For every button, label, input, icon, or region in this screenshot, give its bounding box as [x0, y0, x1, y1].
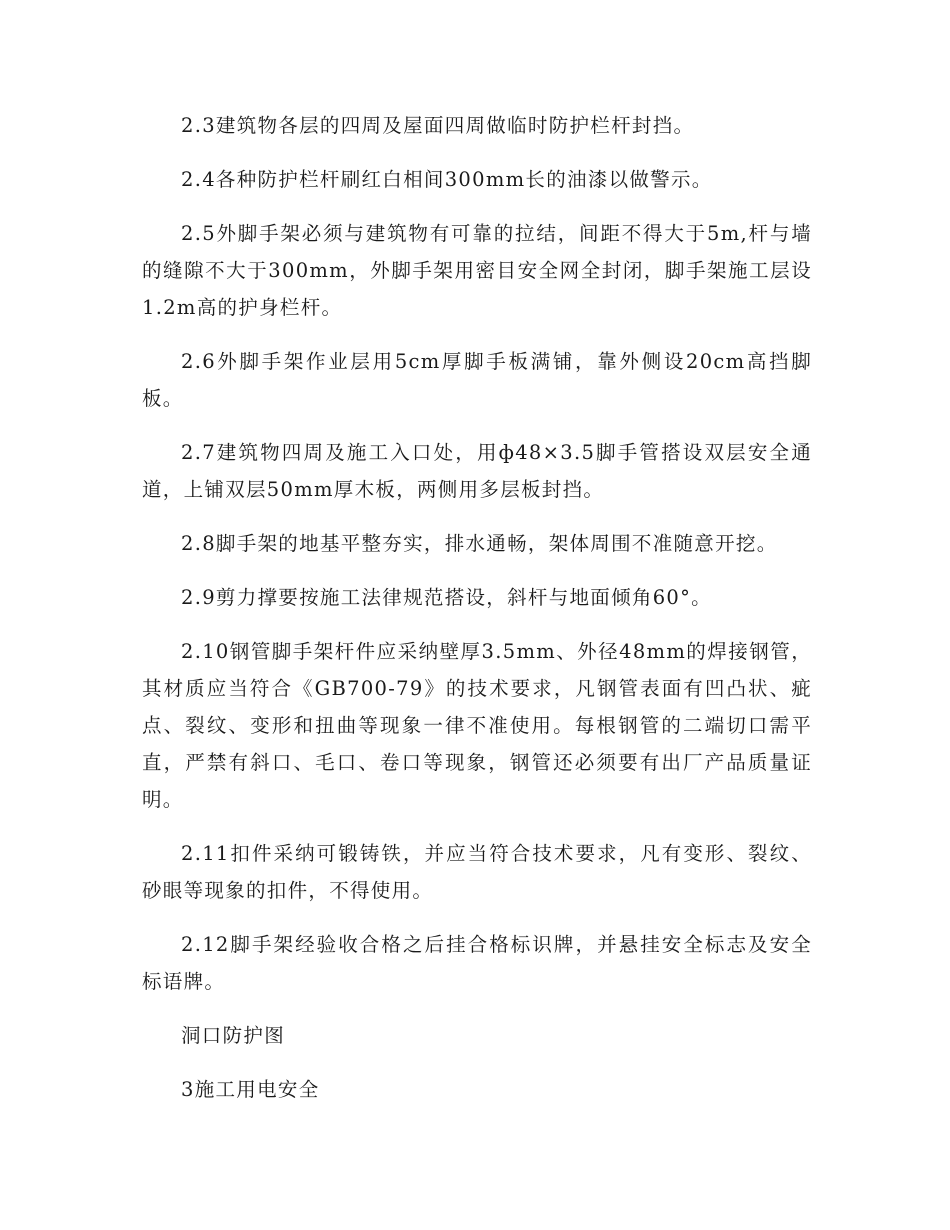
document-body: [142, 107, 812, 1125]
paragraph-2-6: 2.6外脚手架作业层用5cm厚脚手板满铺，靠外侧设20cm高挡脚板。: [142, 350, 812, 410]
paragraph-2-12: 2.12脚手架经验收合格之后挂合格标识牌，并悬挂安全标志及安全标语牌。: [142, 933, 812, 993]
paragraph-2-9: 2.9剪力撑要按施工法律规范搭设，斜杆与地面倾角60°。: [181, 586, 712, 609]
paragraph-2-3: 2.3建筑物各层的四周及屋面四周做临时防护栏杆封挡。: [181, 114, 695, 137]
figure-caption: 洞口防护图: [181, 1024, 286, 1047]
section-heading: 3施工用电安全: [181, 1078, 320, 1101]
paragraph-2-10: 2.10钢管脚手架杆件应采纳壁厚3.5mm、外径48mm的焊接钢管，其材质应当符合《GB700-79》的技术要求，凡钢管表面有凹凸状、疵点、裂纹、变形和扭曲等现象一律不准使用。每根钢管的二端切口需平直，严禁有斜口、毛口、卷口等现象，钢管还必须要有出厂产品质量证明。: [142, 640, 812, 811]
paragraph-2-5: 2.5外脚手架必须与建筑物有可靠的拉结，间距不得大于5m,杆与墙的缝隙不大于300mm，外脚手架用密目安全网全封闭，脚手架施工层设1.2m高的护身栏杆。: [142, 222, 812, 319]
paragraph-2-8: 2.8脚手架的地基平整夯实，排水通畅，架体周围不准随意开挖。: [181, 532, 778, 555]
paragraph-2-4: 2.4各种防护栏杆刷红白相间300mm长的油漆以做警示。: [181, 168, 713, 191]
paragraph-2-7: 2.7建筑物四周及施工入口处，用ф48×3.5脚手管搭设双层安全通道，上铺双层50mm厚木板，两侧用多层板封挡。: [142, 441, 812, 501]
paragraph-2-11: 2.11扣件采纳可锻铸铁，并应当符合技术要求，凡有变形、裂纹、砂眼等现象的扣件，不得使用。: [142, 842, 812, 902]
